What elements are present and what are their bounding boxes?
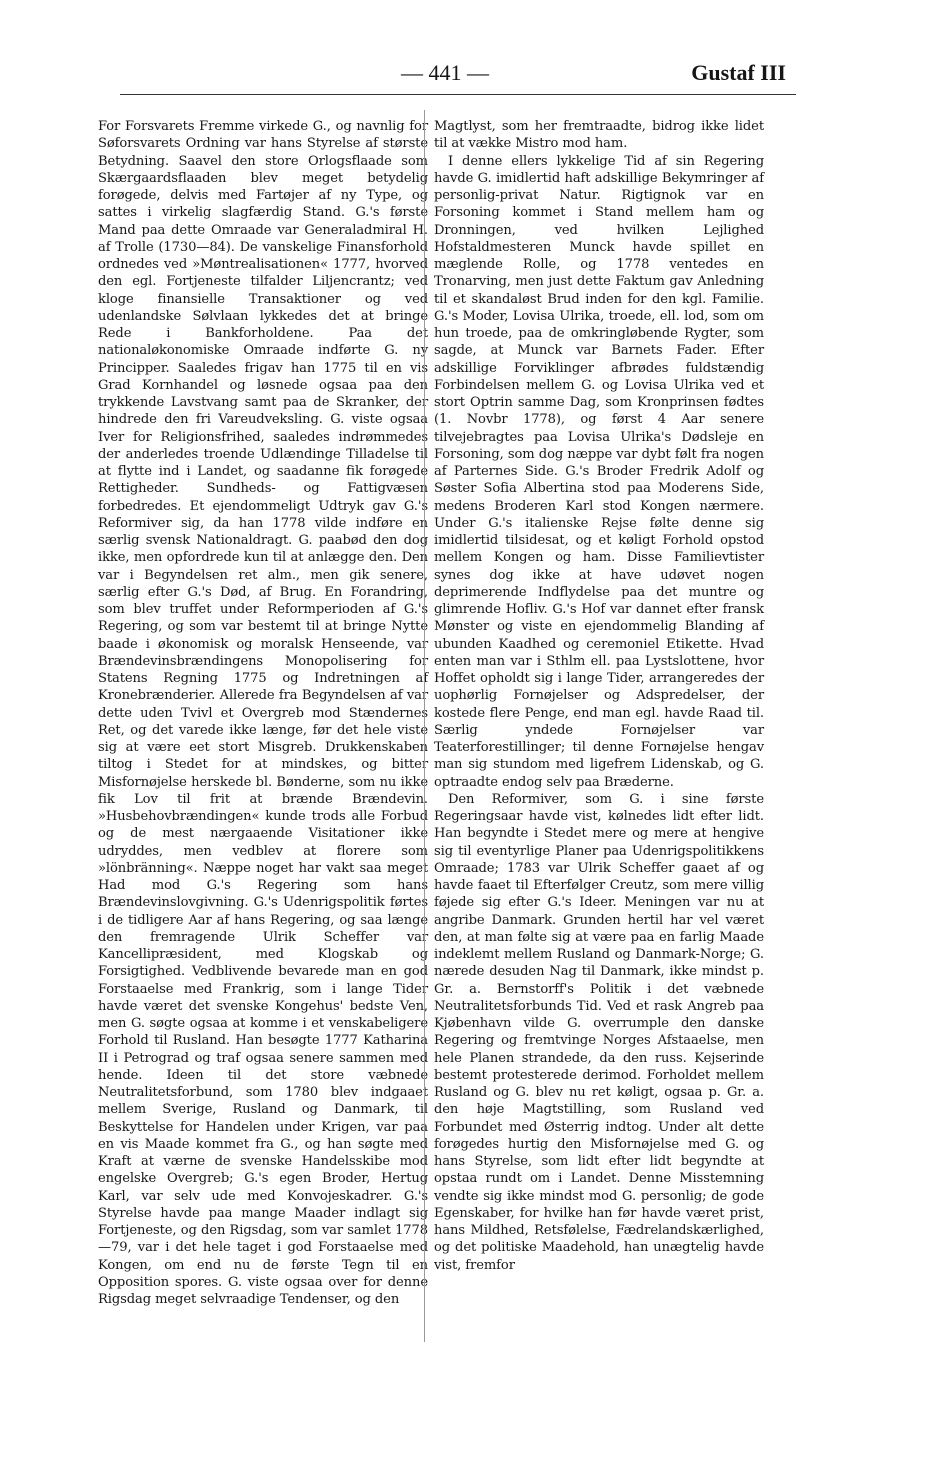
right-paragraph-2: I denne ellers lykkelige Tid af sin Regering havde G. imidlertid haft adskillige Bekymringer af personlig-privat Natur. Rigtignok var en Forsoning kommet i Stand mellem ham og Dronningen, ved hvilken Lejlighed Hofstaldmesteren Munck havde spillet en mæglende Rolle, og 1778 ventedes en Tronarving, men just dette Faktum gav Anledning til et skandaløst Brud inden for den kgl. Familie. G.'s Moder, Lovisa Ulrika, troede, ell. lod, som om hun troede, paa de omkringløbende Rygter, som sagde, at Munck var Barnets Fader. Efter adskillige Forviklinger afbrødes fuldstændig Forbindelsen mellem G. og Lovisa Ulrika ved et stort Optrin samme Dag, som Kronprinsen fødtes (1. Novbr 1778), og først 4 Aar senere tilvejebragtes paa Lovisa Ulrika's Dødsleje en Forsoning, som dog næppe var dybt følt fra nogen af Parternes Side. G.'s Broder Fredrik Adolf og Søster Sofia Albertina stod paa Moderens Side, medens Broderen Karl stod Kongen nærmere. Under G.'s italienske Rejse følte denne sig imidlertid tilsidesat, og et køligt Forhold opstod mellem Kongen og ham. Disse Familievtister synes dog ikke at have udøvet nogen deprimerende Indflydelse paa det muntre og glimrende Hofliv. G.'s Hof var dannet efter fransk Mønster og viste en ejendommelig Blanding af ubunden Kaadhed og ceremoniel Etikette. Hvad enten man var i Sthlm ell. paa Lystslottene, hvor Hoffet opholdt sig i lange Tider, arrangeredes der uophørlig Fornøjelser og Adspredelser, der kostede flere Penge, end man egl. havde Raad til. Særlig yndede Fornøjelser var Teaterforestillinger; til denne Fornøjelse hengav man sig stundom med ligefrem Lidenskab, og G. optraadte endog selv paa Bræderne. <box>434 153 764 790</box>
right-paragraph-1: Magtlyst, som her fremtraadte, bidrog ikke lidet til at vække Mistro mod ham. <box>434 119 764 152</box>
page-header <box>120 60 792 92</box>
left-paragraph-1: For Forsvarets Fremme virkede G., og navnlig for Søforsvarets Ordning var hans Styrelse af største Betydning. Saavel den store Orlogsflaade som Skærgaardsflaaden blev meget betydelig forøgede, delvis med Fartøjer af ny Type, og sattes i virkelig slagfærdig Stand. G.'s første Mand paa dette Omraade var Generaladmiral H. af Trolle (1730—84). De vanskelige Finansforhold ordnedes ved »Møntrealisationen« 1777, hvorved den egl. Fortjeneste tilfalder Liljencrantz; ved kloge finansielle Transaktioner og ved udenlandske Sølvlaan lykkedes det at bringe Rede i Bankforholdene. Paa det nationaløkonomiske Omraade indførte G. ny Principper. Saaledes frigav han 1775 til en vis Grad Kornhandel og løsnede ogsaa paa den trykkende Lavstvang samt paa de Skranker, der hindrede den fri Vareudveksling. G. viste ogsaa Iver for Religionsfrihed, saaledes indrømmedes der anderledes troende Udlændinge Tilladelse til at flytte ind i Landet, og saadanne fik forøgede Rettigheder. Sundheds- og Fattigvæsen forbedredes. Et ejendommeligt Udtryk gav G.'s Reformiver sig, da han 1778 vilde indføre en særlig svensk Nationaldragt. G. paabød den dog ikke, men opfordrede kun til at anlægge den. Den var i Begyndelsen ret alm., men gik senere, særlig efter G.'s Død, af Brug. En Forandring, som blev truffet under Reformperioden af G.'s Regering, og som var bestemt til at bringe Nytte baade i økonomisk og moralsk Henseende, var Brændevinsbrændingens Monopolisering for Statens Regning 1775 og Indretningen af Kronebrænderier. Allerede fra Begyndelsen af var dette uden Tvivl et Overgreb mod Stændernes Ret, og det varede ikke længe, før det hele viste sig at være eet stort Misgreb. Drukkenskaben tiltog i Stedet for at mindskes, og bitter Misfornøjelse herskede bl. Bønderne, som nu ikke fik Lov til frit at brænde Brændevin. »Husbehovbrændingen« kunde trods alle Forbud og de mest nærgaaende Visitationer ikke udryddes, men vedblev at florere som »lönbränning«. Næppe noget har vakt saa meget Had mod G.'s Regering som hans Brændevinslovgivning. G.'s Udenrigspolitik førtes i de tidligere Aar af hans Regering, og saa længe den fremragende Ulrik Scheffer var Kancellipræsident, med Klogskab og Forsigtighed. Vedblivende bevarede man en god Forstaaelse med Frankrig, som i lange Tider havde været det svenske Kongehus' bedste Ven, men G. søgte ogsaa at komme i et venskabeligere Forhold til Rusland. Han besøgte 1777 Katharina II i Petrograd og traf ogsaa senere sammen med hende. Ideen til det store væbnede Neutralitetsforbund, som 1780 blev indgaaet mellem Sverige, Rusland og Danmark, til Beskyttelse for Handelen under Krigen, var paa en vis Maade kommet fra G., og han søgte med Kraft at værne de svenske Handelsskibe mod engelske Overgreb; G.'s egen Broder, Hertug Karl, var selv ude med Konvojeskadrer. G.'s Styrelse havde paa mange Maader indlagt sig Fortjeneste, og den Rigsdag, som var samlet 1778—79, var i det hele taget i god Forstaaelse med Kongen, om end nu de første Tegn til en Opposition spores. G. viste ogsaa over for denne Rigsdag meget selvraadige Tendenser, og den <box>98 119 428 1307</box>
left-column <box>98 118 428 1308</box>
header-rule <box>120 94 796 95</box>
column-divider <box>424 110 425 1342</box>
page-number: — 441 — <box>401 60 489 85</box>
right-column <box>434 118 764 1274</box>
right-paragraph-3: Den Reformiver, som G. i sine første Regeringsaar havde vist, kølnedes lidt efter lidt. Han begyndte i Stedet mere og mere at hengive sig til eventyrlige Planer paa Udenrigspolitikkens Omraade; 1783 var Ulrik Scheffer gaaet af og havde faaet til Efterfølger Creutz, som mere villig føjede sig efter G.'s Ideer. Meningen var nu at angribe Danmark. Grunden hertil har vel været den, at man følte sig at være paa en farlig Maade indeklemt mellem Rusland og Danmark-Norge; G. nærede desuden Nag til Danmark, ikke mindst p. Gr. a. Bernstorff's Politik i det væbnede Neutralitetsforbunds Tid. Ved et rask Angreb paa Kjøbenhavn vilde G. overrumple den danske Regering og fremtvinge Norges Afstaaelse, men hele Planen strandede, da den russ. Kejserinde bestemt protesterede derimod. Forholdet mellem Rusland og G. blev nu ret køligt, ogsaa p. Gr. a. den høje Magtstilling, som Rusland ved Forbundet med Østerrig indtog. Under alt dette forøgedes hurtig den Misfornøjelse med G. og hans Styrelse, som lidt efter lidt begyndte at opstaa rundt om i Landet. Denne Misstemning vendte sig ikke mindst mod G. personlig; de gode Egenskaber, for hvilke han før havde været prist, hans Mildhed, Retsfølelse, Fædrelandskærlighed, og det politiske Maadehold, han unægtelig havde vist, fremfor <box>434 791 764 1273</box>
running-head: Gustaf III <box>691 60 786 85</box>
